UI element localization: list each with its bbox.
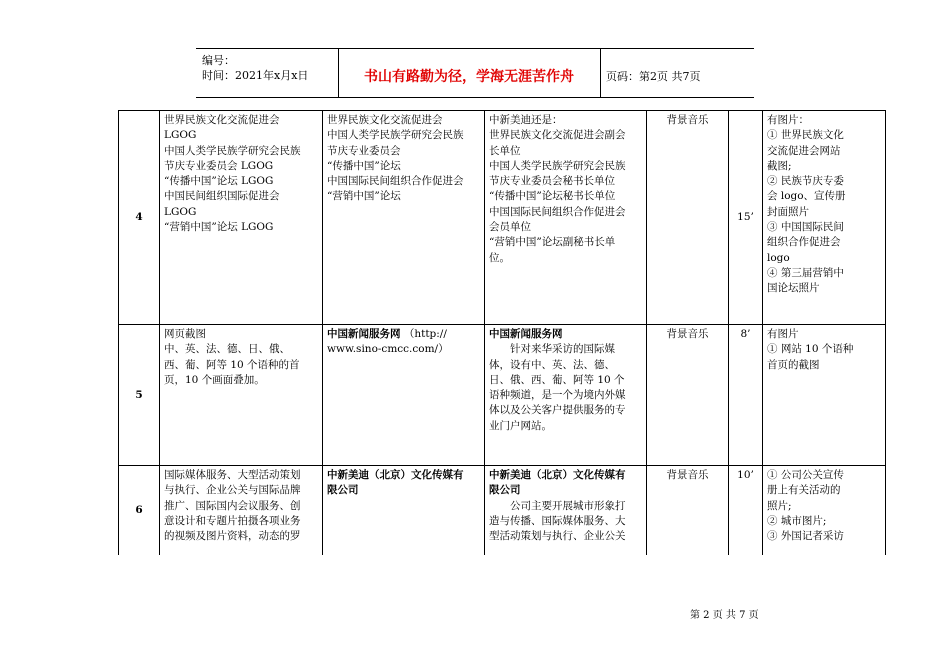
header-motto-cell [338,49,601,97]
duration-cell: 10’ [737,469,754,481]
time-label: 时间：2021年x月x日 [202,69,309,82]
cell-line: 业门户网站。 [489,419,552,432]
cell-line: 限公司 [327,484,359,497]
cell-line: 针对来华采访的国际媒 [510,343,615,356]
cell-line: 中国新闻服务网 [489,328,563,340]
cell-line: 交流促进会网站 [767,144,841,157]
cell-line: 中新美迪还是： [489,114,563,126]
cell-line: ③ 外国记者采访 [767,530,844,543]
content-cell [160,468,322,544]
cell-line: 网页截图 [164,328,206,340]
cell-line: 长单位 [489,144,521,157]
cell-line: 组织合作促进会 [767,236,841,249]
cell-line: 照片; [767,499,792,512]
cell-line: 国论坛照片 [767,282,820,295]
cell-line: 日、俄、西、葡、阿等 10 个 [489,373,625,386]
description-cell [485,327,646,434]
cell-line: 会员单位 [489,221,531,234]
duration-cell: 15’ [737,211,754,223]
cell-line: “传播中国”论坛秘书长单位 [489,190,616,203]
site-name: 中国新闻服务网 [327,328,401,340]
cell-line: 推广、国际国内会议服务、创 [164,499,301,512]
duration-cell: 8’ [740,328,751,340]
cell-line: 国际媒体服务、大型活动策划 [164,469,301,481]
cell-line: 位。 [489,251,510,264]
notes-cell [763,327,885,373]
cell-line: ③ 中国国际民间 [767,221,844,234]
notes-cell [763,468,885,544]
row-number: 6 [135,504,143,516]
cell-line [327,327,480,342]
site-url-part: （http:// [403,328,447,340]
cell-line: 世界民族文化交流促进会 [164,114,280,126]
cell-line: 中、英、法、德、日、俄、 [164,343,290,356]
cell-line: ② 民族节庆专委 [767,175,844,188]
cell-line: “传播中国”论坛 [327,159,401,172]
cell-line: “营销中国”论坛副秘书长单 [489,236,616,249]
cell-line: 会 logo、宣传册 [767,190,846,203]
cell-line: 体以及公关客户提供服务的专 [489,404,626,417]
cell-line: 截图; [767,159,792,172]
cell-line: 限公司 [489,484,521,497]
cell-line: ④ 第三届营销中 [767,266,844,279]
cell-line: “传播中国”论坛 LGOG [164,175,274,188]
header-page-cell [600,49,754,97]
cell-line: 体，设有中、英、法、德、 [489,358,615,371]
cell-line: logo [767,251,790,264]
cell-line: 中国人类学民族学研究会民族 [164,144,301,157]
cell-line: 中国国际民间组织合作促进会 [489,205,626,218]
cell-line: 中国人类学民族学研究会民族 [489,159,626,172]
cell-line: 有图片 [767,328,799,340]
source-cell [323,468,484,499]
cell-line: 世界民族文化交流促进会副会 [489,129,626,142]
cell-line: 节庆专业委员会秘书长单位 [489,175,615,188]
content-cell [160,113,322,235]
cell-line: 中新美迪（北京）文化传媒有 [327,469,464,481]
cell-line: 语种频道，是一个为境内外媒 [489,389,626,402]
cell-line: 中新美迪（北京）文化传媒有 [489,469,626,481]
music-cell: 背景音乐 [666,328,709,340]
cell-line: “营销中国”论坛 [327,190,401,203]
cell-line: ① 网站 10 个语种 [767,343,854,356]
source-cell [323,327,484,358]
header-meta-cell [196,49,339,97]
cell-line: 中国国际民间组织合作促进会 [327,175,464,188]
cell-line: 册上有关活动的 [767,484,841,497]
cell-line: 公司主要开展城市形象打 [510,499,626,512]
music-cell: 背景音乐 [666,114,709,126]
cell-line: 西、葡、阿等 10 个语种的首 [164,358,300,371]
page-number-label: 页码：第2页 共7页 [606,70,701,83]
cell-line: ② 城市图片; [767,514,827,527]
cell-line: 有图片： [767,114,809,126]
content-cell [160,327,322,388]
music-cell: 背景音乐 [666,469,709,481]
cell-line: 造与传播、国际媒体服务、大 [489,514,626,527]
cell-line: 与执行、企业公关与国际品牌 [164,484,301,497]
cell-line: 中国人类学民族学研究会民族 [327,129,464,142]
cell-line: LGOG [164,129,197,142]
cell-line: 的视频及图片资料，动态的罗 [164,530,301,543]
cell-line: 中国民间组织国际促进会 [164,190,280,203]
row-number: 4 [135,211,143,223]
cell-line: LGOG [164,205,197,218]
cell-line: 节庆专业委员会 [327,144,401,157]
cell-line: 意设计和专题片拍摄各项业务 [164,514,301,527]
cell-line: 封面照片 [767,205,809,218]
cell-line: 页，10 个画面叠加。 [164,373,265,386]
description-cell [485,468,646,544]
cell-line: 节庆专业委员会 LGOG [164,159,274,172]
site-url: www.sino-cmcc.com/） [327,343,449,356]
row-number: 5 [135,389,143,401]
motto: 书山有路勤为径，学海无涯苦作舟 [364,69,574,85]
description-cell [485,113,646,266]
notes-cell [763,113,885,297]
cell-line: ① 世界民族文化 [767,129,844,142]
cell-line: “营销中国”论坛 LGOG [164,221,274,234]
source-cell [323,113,484,205]
page-header [196,48,754,98]
doc-number-label: 编号： [202,54,235,67]
cell-line: 世界民族文化交流促进会 [327,114,443,126]
page-footer: 第 2 页 共 7 页 [690,610,759,621]
cell-line: 首页的截图 [767,358,820,371]
cell-line: 型活动策划与执行、企业公关 [489,530,626,543]
cell-line: ① 公司公关宣传 [767,469,844,481]
